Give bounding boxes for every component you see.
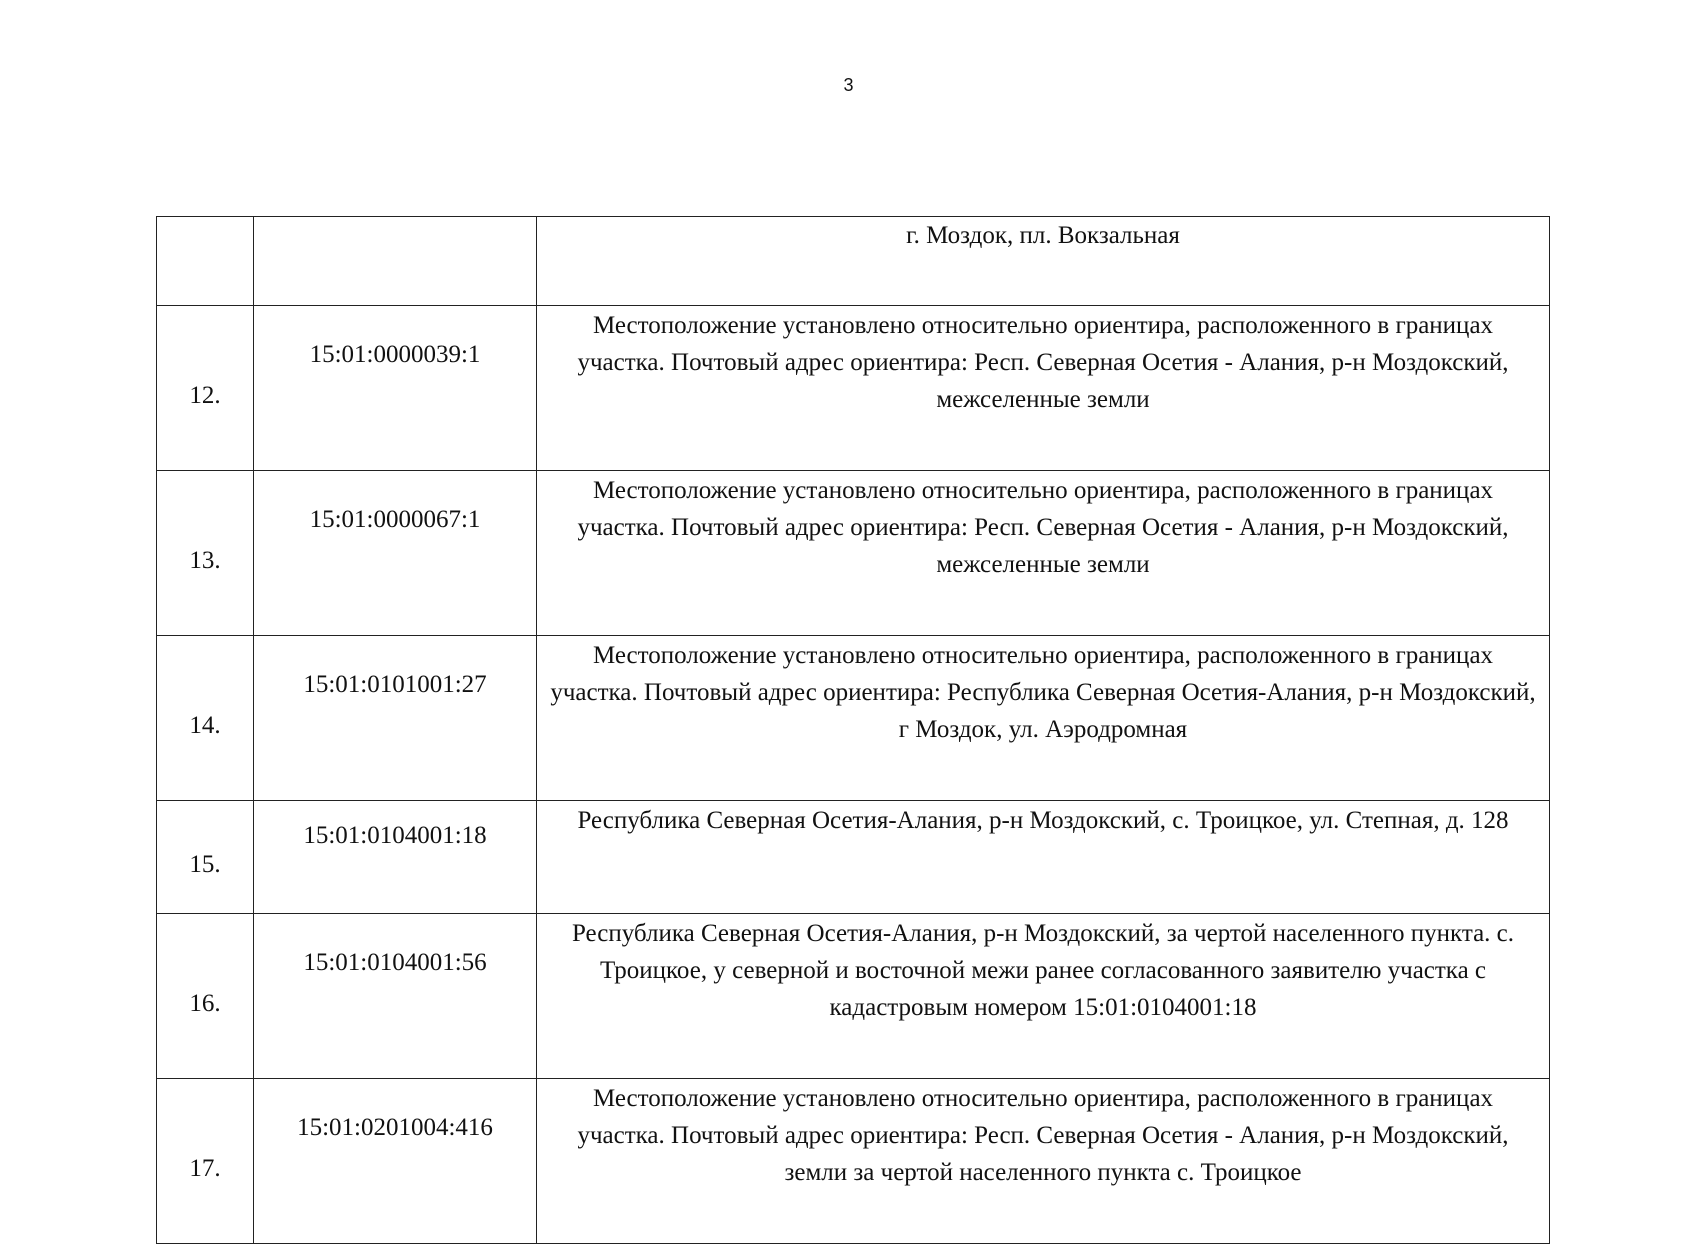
address-cell: Местоположение установлено относительно ориентира, расположенного в границах участка. Почтовый адрес ориентира: Респ. Северная Осетия - Алания, р-н Моздокский, межселенные земли [537,306,1550,471]
table-row [157,306,1550,471]
row-number-cell [157,217,254,306]
cadastral-number-cell: 15:01:0000039:1 [254,306,537,471]
cadastral-number-cell: 15:01:0104001:56 [254,914,537,1079]
row-number-cell: 17. [157,1079,254,1244]
table-row [157,217,1550,306]
row-number-cell: 16. [157,914,254,1079]
address-cell: Республика Северная Осетия-Алания, р-н Моздокский, с. Троицкое, ул. Степная, д. 128 [537,801,1550,914]
cadastral-number-cell: 15:01:0104001:18 [254,801,537,914]
table-row [157,801,1550,914]
table-row [157,914,1550,1079]
table-row [157,471,1550,636]
cadastral-number-cell: 15:01:0201004:416 [254,1079,537,1244]
cadastral-number-cell [254,217,537,306]
address-cell: Республика Северная Осетия-Алания, р-н Моздокский, за чертой населенного пункта. с. Троицкое, у северной и восточной межи ранее согласованного заявителю участка с кадастровым номером 15:01:0104001:18 [537,914,1550,1079]
table-row [157,636,1550,801]
address-cell: Местоположение установлено относительно ориентира, расположенного в границах участка. Почтовый адрес ориентира: Респ. Северная Осетия - Алания, р-н Моздокский, земли за чертой населенного пункта с. Троицкое [537,1079,1550,1244]
address-cell: Местоположение установлено относительно ориентира, расположенного в границах участка. Почтовый адрес ориентира: Респ. Северная Осетия - Алания, р-н Моздокский, межселенные земли [537,471,1550,636]
table-row [157,1079,1550,1244]
row-number-cell: 12. [157,306,254,471]
address-cell: Местоположение установлено относительно ориентира, расположенного в границах участка. Почтовый адрес ориентира: Республика Северная Осетия-Алания, р-н Моздокский, г Моздок, ул. Аэродромная [537,636,1550,801]
land-parcels-table [156,216,1550,1244]
cadastral-number-cell: 15:01:0101001:27 [254,636,537,801]
row-number-cell: 14. [157,636,254,801]
address-cell: г. Моздок, пл. Вокзальная [537,217,1550,306]
page-number: 3 [843,75,854,95]
row-number-cell: 13. [157,471,254,636]
cadastral-number-cell: 15:01:0000067:1 [254,471,537,636]
row-number-cell: 15. [157,801,254,914]
